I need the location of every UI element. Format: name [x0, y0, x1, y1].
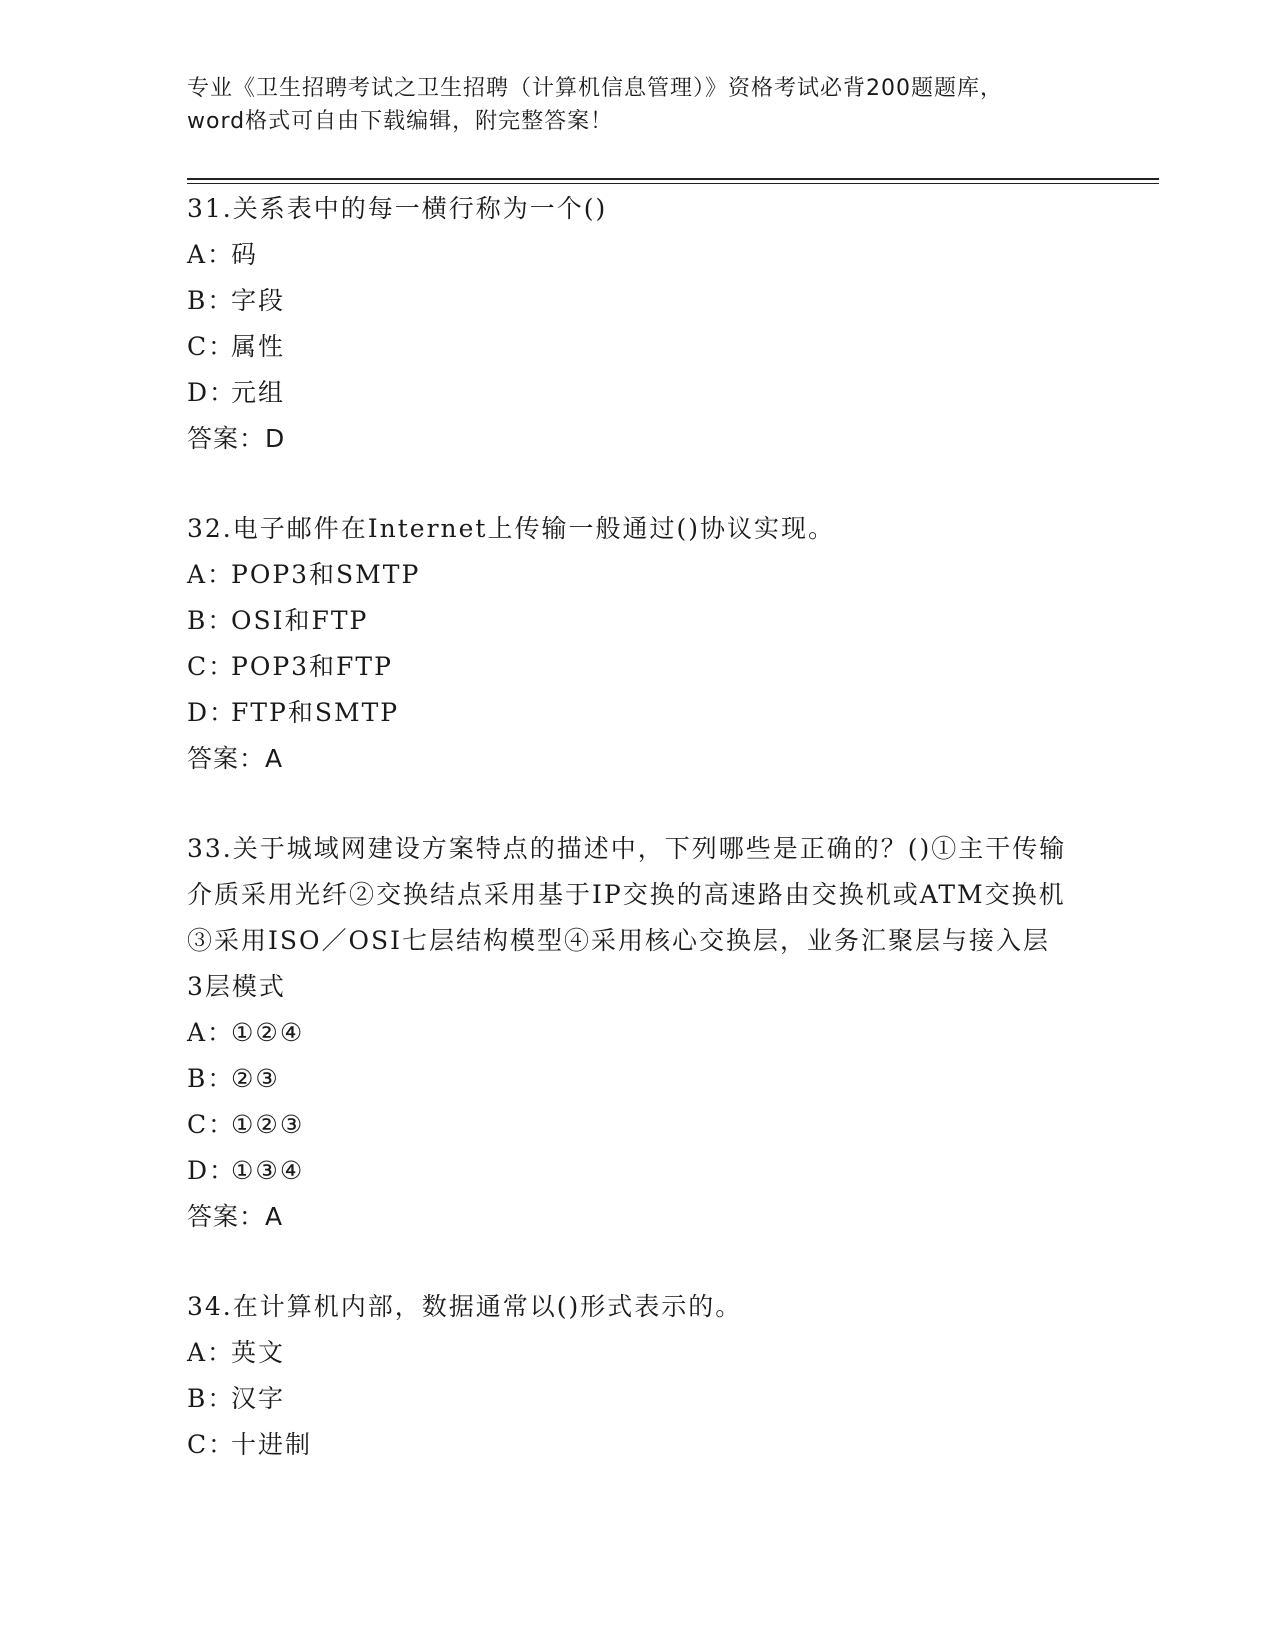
document-header	[187, 72, 1087, 138]
option-b: B：②③	[187, 1064, 280, 1093]
option-c: C：①②③	[187, 1110, 305, 1139]
answer-line: 答案：A	[187, 744, 284, 773]
header-line-1: 专业《卫生招聘考试之卫生招聘（计算机信息管理）》资格考试必背200题题库，	[187, 76, 1003, 101]
option-a: A：码	[187, 240, 259, 269]
question-stem: 31.关系表中的每一横行称为一个()	[187, 194, 608, 223]
option-c: C：十进制	[187, 1430, 313, 1459]
option-a: A：英文	[187, 1338, 286, 1367]
option-d: D：①③④	[187, 1156, 305, 1185]
header-divider-thin	[187, 183, 1159, 184]
option-a: A：①②④	[187, 1018, 305, 1047]
header-line-2: word格式可自由下载编辑，附完整答案！	[187, 109, 614, 134]
option-c: C：POP3和FTP	[187, 652, 393, 681]
option-b: B：字段	[187, 286, 286, 315]
question-32	[187, 506, 1087, 782]
option-b: B：汉字	[187, 1384, 286, 1413]
question-33	[187, 826, 1067, 1240]
option-d: D：元组	[187, 378, 286, 407]
option-c: C：属性	[187, 332, 286, 361]
answer-line: 答案：A	[187, 1202, 284, 1231]
question-31	[187, 186, 1087, 462]
option-d: D：FTP和SMTP	[187, 698, 400, 727]
question-stem: 34.在计算机内部，数据通常以()形式表示的。	[187, 1292, 743, 1321]
header-divider	[187, 178, 1159, 180]
question-stem: 32.电子邮件在Internet上传输一般通过()协议实现。	[187, 514, 835, 543]
question-34	[187, 1284, 1087, 1468]
option-a: A：POP3和SMTP	[187, 560, 421, 589]
answer-line: 答案：D	[187, 424, 286, 453]
question-stem: 33.关于城域网建设方案特点的描述中，下列哪些是正确的？()①主干传输介质采用光纤②交换结点采用基于IP交换的高速路由交换机或ATM交换机③采用ISO／OSI七层结构模型④采用核心交换层，业务汇聚层与接入层3层模式	[187, 834, 1067, 1001]
option-b: B：OSI和FTP	[187, 606, 369, 635]
